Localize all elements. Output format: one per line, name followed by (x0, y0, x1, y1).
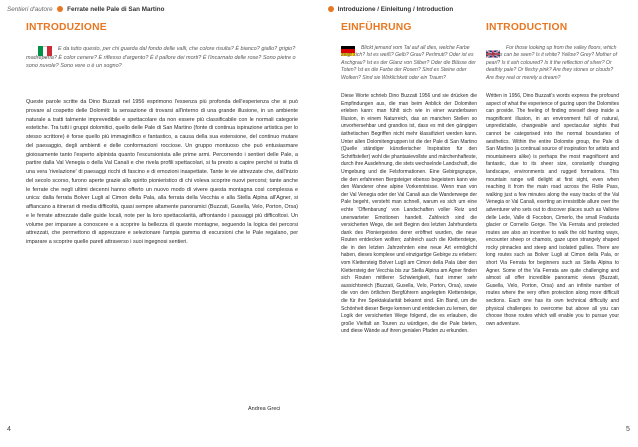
section-title-de: EINFÜHRUNG (341, 22, 412, 33)
left-running-header (7, 6, 164, 13)
bullet-dot-icon (328, 6, 334, 12)
section-header-title: Introduzione / Einleitung / Introduction (337, 6, 454, 13)
bullet-dot-icon (57, 6, 63, 12)
body-text-it: Queste parole scritte da Dino Buzzati nel 1956 esprimono l'essenza più profonda dell'esperienza che si può provare al cospetto delle Dolomiti: la sensazione di trovarsi all'interno di una grande illusione, in un ambiente naturale a tratti talmente imprevedibile e spettacolare da non essere più classificabile con le normali categorie estetiche. Tra tutti i gruppi dolomitici, quello delle Pale di San Martino (fonte di continua ispirazione artistica per lo stesso scrittore) è forse quello più immaginifico e fantastico, a causa della sua estensione, del continuo mutare del paesaggio, degli ambienti e delle conformazioni rocciose. Un gruppo montuoso che può entusiasmare gioiosamente tanto l'esperto alpinista quanto l'escursionista alle prime armi. Percorrendo i sentieri delle Pale, a partire dalla Val Venegia o della Val Canali e che rivela profili spettacolari, si fa presto a capire perché si tratta di una vera 'rivelazione' di paesaggi ricchi di fascino e di emozioni inaspettate. Tante le vie attrezzate che, dall'inizio del secolo scorso, furono aperte grazie allo spirito pionieristico di chi voleva scoprire nuovi percorsi; tante anche le ferrate che negli ultimi decenni hanno offerto un nuovo modo di vivere questa montagna così complessa e unica: dalla ferrata Bolver Lugli al Cimon della Pala, alla ferrata della Vecchia e alla Stella Alpina all'Agner, si affiancano a itinerari di media difficoltà, quasi sempre altamente panoramici (Buzzati, Gusella, Velo, Porton, Orsa) e le ferrate attrezzate dalle guide locali, note per la loro spettacolarità, affrontando i passaggi più difficoltosi. Un volume per imparare a conoscere e a scoprire la bellezza di queste montagne, seguendo la logica dei percorsi attrezzati, che permettono di apprezzare e selezionare l'ampia gamma di escursioni che le Pale regalano, per imparare a scoprire quelle pareti attraverso i suoi ingegnosi sentieri. (26, 99, 298, 245)
intro-quote-de: Blickt jemand vom Tal auf all dies, welche Farbe zeigt sich? Ist es weiß? Gelb? Grau? Perlmutt? Oder ist es Aschgrau? Ist es der Glanz von Silber? Oder die Blässe der Toten? Ist es die Farbe der Rosen? Sind es Steine oder Wolken? Sind sie Wirklichkeit oder ein Traum? (341, 45, 476, 81)
page-number-right: 5 (626, 426, 630, 433)
body-text-en: Written in 1956, Dino Buzzati's words express the profound aspect of what the experience of gazing upon the Dolomites can provide. The feeling of finding oneself deep inside a magnificent illusion, in an environment full of natural, unpredictable, changeable and spectacular sights that cannot be categorised into the normal boundaries of aesthetics. Within the entire Dolomite group, the Pale di San Martino (a continual source of inspiration for artists and mountaineers alike) is perhaps the most magnificent and fantastic, due to its sheer size, constantly changing landscape, environments and rugged formations. This mountain range will delight at first sight, even when reaching it from the main road across the Rolle Pass, walking just a few minutes along the easy tracks of the Val Venegia or Val Canali, exerting an irresistible allure over the adventurer who sets out to discover places such as Vallone delle Lede, Valle di Focobon, Cimerlo, the small Fradusta glacier or Cornelio Gorge. The Via Ferrata and protected routes are also an incentive to walk the old hunting ways, encounter sheep or chamois, gaze upon strangely shaped rocky pinnacles and steep and isolated gullies. There are long routes such as Bolver Lugli at Cimon della Pala, or short Via Ferrata for beginners such as Stella Alpina to Agner. Some of the Via Ferrata are quite challenging and almost all offer incredible panoramic views (Buzzati, Gusella, Velo, Porton, Orsa) and an infinite number of routes where the very often protection along more difficult sections. Each one has its own technical difficulty and physical challenges to overcome but above all you can choose those routes which will enable you to pursue your own adventure. (486, 93, 619, 327)
body-text-de: Diese Worte schrieb Dino Buzzati 1956 und sie drücken die Empfindungen aus, die man beim Anblick der Dolomiten erleben kann: man fühlt sich wie in einer wunderbaren Illusion, in einem Naturreich, das an manchen Stellen so unvorhersehbar und grandios ist, dass es mit den gängigen ästhetischen Begriffen nicht mehr klassifiziert werden kann. Unter allen Dolomitengruppen ist die der Pale di San Martino (Quelle ständiger künstlerischer Inspiration für den Schriftsteller) wohl die phantasievollste und märchenhafteste, durch ihre Ausdehnung, die stets wechselnde Landschaft, die Umgebung und die Felsformationen. Eine Gebirgsgruppe, die den erfahrenen Bergsteiger ebenso begeistern kann wie den Wanderer ohne alpine Vorkenntnisse. Wenn man von der Val Venegia oder der Val Canali aus die Wanderwege der Pale begeht, versteht man schnell, warum es sich um eine echte 'Offenbarung' von Landschaften voller Reiz und unerwarteter Emotionen handelt. Zahlreich sind die versicherten Wege, die seit Beginn des letzten Jahrhunderts dank des Pioniergeistes derer eröffnet wurden, die neue Routen entdecken wollten; zahlreich auch die Klettersteige, die in den letzten Jahrzehnten eine neue Art ermöglicht haben, dieses komplexe und einzigartige Gebirge zu erleben: vom Klettersteig Bolver Lugli am Cimon della Pala über den Klettersteig der Vecchia bis zur Stella Alpina am Agner finden sich Routen mittlerer Schwierigkeit, fast immer sehr aussichtsreich (Buzzati, Gusella, Velo, Porton, Orsa), sowie die von den örtlichen Bergführern angelegten Klettersteige, die für ihre Spektakularität bekannt sind. Ein Band, um die Schönheit dieser Berge kennen und entdecken zu lernen, der Logik der versicherten Wege folgend, die es erlauben, die große Vielfalt an Touren zu würdigen, die die Pale bieten, und diese Wände auf ihren genialen Pfaden zu erkunden. (341, 93, 477, 335)
intro-quote-en: For those looking up from the valley floors, which colours can be seen? Is it white? Yellow? Grey? Mother of pearl? Is it ash coloured? Is it the reflection of silver? Or deathly pale? Or fleshy pink? Are they stones or clouds? Are they real or merely a dream? (486, 45, 617, 81)
section-title-it: INTRODUZIONE (26, 22, 107, 33)
author-signature: Andrea Greci (248, 406, 281, 412)
page-number-left: 4 (7, 426, 11, 433)
section-title-en: INTRODUCTION (486, 22, 568, 33)
intro-quote-it: E da tutto questo, per chi guarda dal fondo delle valli, che colore risulta? È bianco? giallo? grigio? madreperla? È color cenere? È riflesso d'argento? È il pallore dei morti? È l'incarnato delle rose? Sono pietre o sono nuvole? Sono vere o è un sogno? (26, 46, 296, 70)
series-title: Sentieri d'autore (7, 6, 53, 13)
right-page (319, 0, 638, 447)
right-running-header (325, 6, 453, 13)
book-title: Ferrate nelle Pale di San Martino (67, 6, 165, 13)
